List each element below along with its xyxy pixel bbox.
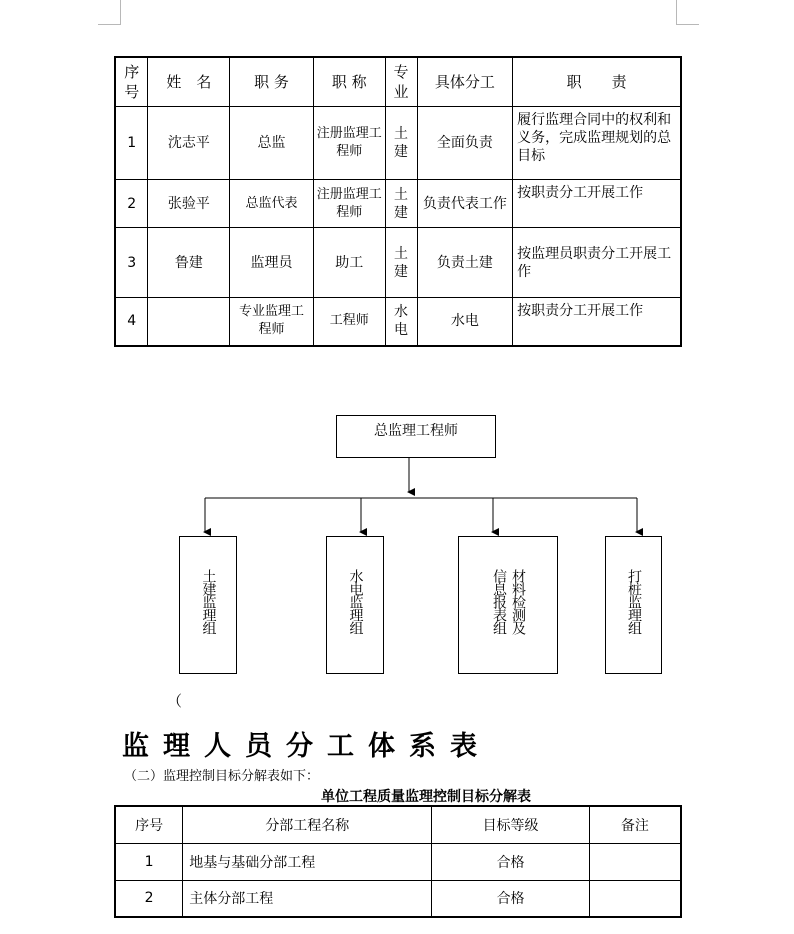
cell-name: 张验平 (148, 180, 230, 228)
mep-group-box (326, 536, 384, 674)
cell-no: 1 (115, 843, 183, 880)
table-header-row (115, 57, 681, 107)
cell-title: 工程师 (313, 298, 385, 346)
col-header-duty: 职 责 (513, 57, 681, 107)
cell-major: 土建 (385, 107, 417, 180)
cell-duty: 按职责分工开展工作 (513, 298, 681, 346)
cell-position: 监理员 (230, 228, 314, 298)
col-header-no: 序号 (115, 57, 148, 107)
materials-info-group-box (458, 536, 558, 674)
cell-duty: 按监理员职责分工开展工作 (513, 228, 681, 298)
cell-no: 4 (115, 298, 148, 346)
target-table-caption: 单位工程质量监理控制目标分解表 (321, 789, 531, 805)
open-paren: （ (167, 692, 183, 710)
col-header-name: 姓 名 (148, 57, 230, 107)
table-row (115, 180, 681, 228)
chief-engineer-label: 总监理工程师 (374, 423, 458, 439)
staff-division-table (114, 56, 682, 347)
cell-position: 总监代表 (230, 180, 314, 228)
table-row (115, 880, 681, 917)
cell-subproject: 主体分部工程 (183, 880, 432, 917)
col-header-position: 职 务 (230, 57, 314, 107)
cell-remarks (589, 843, 681, 880)
cell-no: 1 (115, 107, 148, 180)
cell-title: 助工 (313, 228, 385, 298)
page-corner-mark-right (676, 0, 699, 25)
col-header-remarks: 备注 (589, 806, 681, 843)
materials-testing-label: 材料检测及 (510, 569, 526, 634)
cell-major: 土建 (385, 180, 417, 228)
col-header-major: 专业 (385, 57, 417, 107)
piling-group-box (605, 536, 662, 674)
cell-title: 注册监理工程师 (313, 107, 385, 180)
col-header-no: 序号 (115, 806, 183, 843)
cell-major: 水电 (385, 298, 417, 346)
cell-no: 2 (115, 180, 148, 228)
cell-no: 2 (115, 880, 183, 917)
cell-division: 全面负责 (417, 107, 513, 180)
mep-group-label: 水电监理组 (347, 569, 364, 634)
info-report-group-label: 信息报表组 (491, 569, 507, 634)
subsection-heading: （二）监理控制目标分解表如下： (124, 769, 320, 784)
col-header-target-level: 目标等级 (432, 806, 589, 843)
table-row (115, 298, 681, 346)
page-corner-mark-left (98, 0, 121, 25)
cell-title: 注册监理工程师 (313, 180, 385, 228)
quality-target-table (114, 805, 682, 918)
col-header-subproject: 分部工程名称 (183, 806, 432, 843)
table-header-row (115, 806, 681, 843)
system-table-title: 监理人员分工体系表 (122, 731, 491, 762)
chief-engineer-box (336, 415, 496, 458)
cell-name (148, 298, 230, 346)
cell-major: 土建 (385, 228, 417, 298)
cell-target-level: 合格 (432, 880, 589, 917)
table-row (115, 107, 681, 180)
cell-name: 鲁建 (148, 228, 230, 298)
cell-division: 水电 (417, 298, 513, 346)
cell-division: 负责代表工作 (417, 180, 513, 228)
civil-group-box (179, 536, 237, 674)
civil-group-label: 土建监理组 (200, 569, 217, 634)
col-header-division: 具体分工 (417, 57, 513, 107)
cell-position: 专业监理工程师 (230, 298, 314, 346)
cell-division: 负责土建 (417, 228, 513, 298)
cell-duty: 履行监理合同中的权利和义务，完成监理规划的总目标 (513, 107, 681, 180)
cell-target-level: 合格 (432, 843, 589, 880)
table-row (115, 843, 681, 880)
col-header-title: 职 称 (313, 57, 385, 107)
cell-name: 沈志平 (148, 107, 230, 180)
table-row (115, 228, 681, 298)
piling-group-label: 打桩监理组 (626, 569, 642, 634)
cell-no: 3 (115, 228, 148, 298)
cell-remarks (589, 880, 681, 917)
cell-duty: 按职责分工开展工作 (513, 180, 681, 228)
cell-position: 总监 (230, 107, 314, 180)
cell-subproject: 地基与基础分部工程 (183, 843, 432, 880)
